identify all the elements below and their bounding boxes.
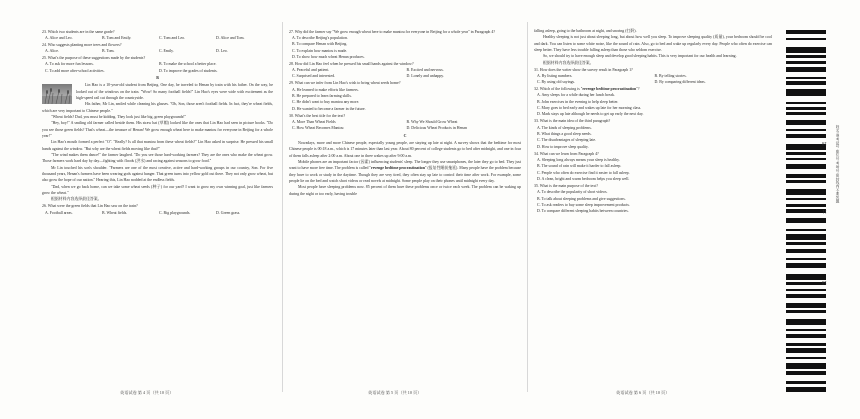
option: C. Mary goes to bed early and wakes up late for her morning class. — [537, 106, 642, 111]
option: A. The kinds of sleeping problems. — [537, 125, 592, 130]
option: A. Sleeping long always means your sleep is healthy. — [537, 157, 620, 162]
barcode-bar — [786, 343, 826, 346]
option: C. By using old sayings. — [537, 80, 576, 85]
barcode-bar — [786, 242, 826, 245]
passage-b-paragraph: "Dad, when we go back home, can we take some wheat seeds (种子) for our yard? I want to grow my own winning goal, just like farmers grow the wheat." — [42, 184, 273, 195]
barcode-bar — [786, 134, 826, 138]
barcode-bar — [786, 129, 826, 131]
option: C. Big playgrounds. — [159, 210, 191, 215]
passage-b-paragraph: "The wind makes them dance!" the farmer laughed. "Do you see those hard-working farmers? They are the ones who make the wheat grow. Those farmers work hard day by day—fighting with floods (洪水) and racing against seasons to grow food." — [42, 153, 273, 164]
passage-b-paragraph: "Hey, boy!" A smiling old farmer called beside them. His straw hat (草帽) looked like the ones that Lin Hao had seen in picture books. "Do you see those green fields? That's wheat—the treasure of Henan! We grow enough wheat here to make mantou for everyone in Beijing for a whole year!" — [42, 121, 273, 139]
option: A. He learned to make efforts like farmers. — [292, 87, 359, 92]
page-4-column — [42, 28, 273, 216]
barcode-bar — [786, 329, 826, 331]
option: C. Emily. — [159, 49, 174, 54]
barcode-bar — [786, 89, 826, 96]
passage-c-paragraph: Healthy sleeping is not just about sleeping long, but about how well you sleep. To improve sleeping quality (质量), your bedroom should be cool and dark. You can listen to some white noise, like the sound of rain. Also, go to bed and wake up regularly every day. People who often do exercise can sleep better. They have less trouble falling asleep than those who seldom exercise. — [534, 35, 772, 52]
option: B. Excited and nervous. — [406, 68, 444, 73]
option: D. How to improve sleep quality. — [537, 144, 589, 149]
option: C. Tom and Leo. — [159, 35, 186, 40]
question-24: 24. Who suggests planting more trees and flowers? — [42, 42, 122, 47]
instruction-text: 根据材料内容选择最佳答案。 — [543, 60, 594, 65]
option: D. Delicious Wheat Products in Henan — [406, 126, 467, 131]
section-heading-c: C — [403, 133, 407, 138]
barcode-bar — [786, 263, 826, 268]
barcode-bar — [786, 67, 826, 72]
barcode-bar — [786, 158, 826, 160]
question-25-options — [42, 61, 273, 74]
option: B. John exercises in the evening to help sleep better. — [537, 99, 619, 104]
option: D. To compare different sleeping habits between countries. — [537, 209, 629, 214]
barcode-bar — [786, 204, 826, 207]
question-30-options — [289, 119, 521, 132]
barcode-bar — [786, 234, 826, 240]
barcode-bar — [786, 387, 826, 392]
question-26: 26. What were the green fields that Lin Hao saw on the train? — [42, 204, 138, 209]
option: A. To describe Beijing's population. — [292, 35, 348, 40]
question-35: 35. What is the main purpose of the text? — [534, 183, 598, 188]
passage-b-paragraph: Mr Lin touched his son's shoulder. "Farmers are one of the most creative, active and hard-working groups in our country, Son. For five thousand years, Henan's farmers have been wearing gods against hunger. That green turns into yellow gold out there. They not only grow wheat, but also grow the hope of our nation." Hearing this, Lin Hao nodded at the endless fields. — [42, 165, 273, 183]
question-25: 25. What's the purpose of these suggestions made by the students? — [42, 56, 146, 61]
barcode-bar — [786, 152, 826, 155]
option: A. More Than Wheat Fields — [292, 119, 336, 124]
barcode-bar — [786, 198, 826, 200]
option: A. By listing numbers. — [537, 73, 573, 78]
question-35-options — [534, 189, 772, 214]
option: A. Alice and Leo. — [45, 35, 73, 40]
highlighted-term: revenge bedtime procrastination — [371, 166, 425, 171]
option: B. Wheat fields. — [102, 210, 128, 215]
barcode-bar — [786, 381, 826, 384]
page-5-column — [289, 28, 521, 197]
barcode-bar — [786, 274, 826, 280]
question-31-options — [534, 73, 772, 86]
option: A. Peaceful and patient. — [292, 68, 330, 73]
page-footer: 英语试卷 第 5 页（共 10 页） — [368, 390, 422, 395]
option: C. How Wheat Becomes Mantou — [292, 126, 344, 131]
passage-c-paragraph: So, we should try to have enough sleep and develop good sleeping habits. This is very important for our health and learning. — [543, 54, 737, 59]
passage-c-paragraph: falling asleep, going to the bathroom at night, and snoring (打鼾). — [534, 29, 637, 33]
barcode-bar — [786, 371, 826, 375]
option: A. Football areas. — [45, 210, 73, 215]
option: D. Alice and Tom. — [216, 35, 245, 40]
instruction-text: 根据材料内容选择最佳答案。 — [51, 197, 102, 202]
barcode-bar — [786, 144, 826, 150]
question-34-options — [534, 157, 772, 182]
page-footer: 英语试卷 第 6 页（共 10 页） — [616, 390, 670, 395]
highlighted-term: revenge bedtime procrastination — [582, 87, 637, 92]
option: C. The disadvantages of sleeping late. — [537, 138, 597, 143]
option: B. To make the school a better place. — [159, 62, 217, 67]
barcode-bar — [786, 81, 826, 85]
question-26-options — [42, 210, 273, 216]
barcode-bar — [786, 334, 826, 338]
option: D. Green grass. — [216, 210, 241, 215]
barcode-bar — [786, 319, 826, 325]
option: C. People who often do exercise find it easier to fall asleep. — [537, 170, 630, 175]
question-27: 27. Why did the farmer say "We grow enough wheat here to make mantou for everyone in Beijing for a whole year" in Paragraph 4? — [289, 29, 496, 34]
passage-c-paragraph: Nowadays, more and more Chinese people, especially young people, are staying up late at night. A survey shows that the bedtime for most Chinese people is 00:18 a.m., which is 17 minutes later than last year. About 80 percent of college students go to bed after midnight, and one in four of them falls asleep after 2:00 a.m. About one in three wakes up after 9:00 a.m. — [289, 140, 521, 158]
barcode-bar — [786, 209, 826, 213]
option: D. He wanted to become a farmer in the future. — [292, 106, 366, 111]
passage-b-text: Lin Hao is a 10-year-old student from Beijing. One day, he traveled to Henan by train with his father. On the way, he looked out of the windows on the train. "Wow! So many football fields!" Lin Hao's eyes were wide with excitement as the high-speed rail cut through the countryside. — [76, 83, 273, 101]
option: A. Amy sleeps for a while during her lunch break. — [537, 93, 615, 98]
question-33: 33. What is the main idea of the third paragraph? — [534, 119, 611, 124]
barcode-bar — [786, 229, 826, 231]
question-23-options — [42, 35, 273, 41]
option: A. To describe the popularity of short videos. — [537, 190, 608, 195]
barcode-bar — [786, 218, 826, 223]
barcode-bar — [786, 30, 826, 34]
sidebar-marker: 18 — [822, 140, 827, 145]
option: D. To show how much wheat Henan produces. — [292, 54, 365, 59]
barcode-bar — [786, 47, 826, 53]
barcode-bar — [786, 249, 826, 253]
barcode-bar — [786, 189, 826, 195]
passage-b-paragraph: "Wheat fields? Dad, you must be kidding. They look just like big, green playgrounds!" — [51, 115, 187, 120]
option: B. Tom and Emily. — [102, 35, 132, 40]
option: C. He didn't want to buy mantou any more. — [292, 100, 360, 105]
question-29: 29. What can we infer from Lin Hao's wish to bring wheat seeds home? — [289, 81, 401, 86]
option: D. A clean, bright and warm bedroom helps you sleep well. — [537, 176, 630, 181]
question-34: 34. What can we learn from Paragraph 4? — [534, 151, 599, 156]
option: A. To ask for more fun lessons. — [45, 62, 94, 67]
option: B. Why We Should Grow Wheat — [406, 119, 458, 124]
barcode-bar — [786, 164, 826, 169]
option: D. Leo. — [216, 49, 228, 54]
seal-line-text: 姓名 准考证号 座位号 考场号 密封线内不要答题 — [836, 125, 840, 203]
barcode-bar — [786, 120, 826, 125]
barcode-bar — [786, 102, 826, 104]
question-28: 28. How did Lin Hao feel when he pressed his small hands against the window? — [289, 61, 414, 66]
barcode-bar — [786, 357, 826, 359]
sidebar-marker: 11 — [822, 207, 827, 213]
option: B. To talk about sleeping problems and give suggestions. — [537, 196, 626, 201]
passage-text: " (报复性睡前拖延). Many people have the problem because they have to work or study in the daytime. Though they are very tired, they often stay up late to control their time after work. For example, some people lie on the bed and watch short videos or read novels at midnight. Some people play on their phones until midnight every day. — [289, 166, 521, 183]
binding-sidebar — [830, 125, 840, 290]
barcode-bar — [786, 310, 826, 313]
page-footer: 英语试卷 第 4 页（共 10 页） — [120, 390, 174, 395]
option: D. Lonely and unhappy. — [406, 74, 444, 79]
page-6-column — [534, 28, 772, 214]
question-32-options — [534, 92, 772, 117]
passage-c-paragraph — [289, 159, 521, 184]
column-divider — [282, 22, 283, 392]
option: A. Alice. — [45, 49, 59, 54]
option: C. To explain how mantou is made. — [292, 48, 348, 53]
option: C. To add more after-school activities. — [45, 68, 105, 73]
barcode-bar — [786, 282, 826, 285]
passage-text: Mobile phones are an important factor (因素) influencing students' sleep. The longer they use smartphones, the later they go to bed. They just want to have more free time. The problem is called " — [289, 159, 521, 171]
barcode-bar — [786, 363, 826, 369]
question-33-options — [534, 125, 772, 150]
barcode-bar — [786, 174, 826, 178]
passage-b-paragraph: His father, Mr Lin, smiled while cleaning his glasses. "Oh, Son, those aren't football fields. In fact, they're wheat fields, which are very important to Chinese people." — [42, 102, 273, 113]
question-29-options — [289, 87, 521, 112]
question-28-options — [289, 67, 521, 80]
option: B. To compare Henan with Beijing. — [292, 42, 348, 47]
barcode-bar — [786, 348, 826, 353]
barcode-strip — [786, 0, 826, 419]
option: B. What things a good sleep needs. — [537, 132, 592, 137]
passage-b-paragraph — [42, 82, 273, 101]
option: C. To ask readers to buy some sleep improvement products. — [537, 202, 630, 207]
barcode-bar — [786, 303, 826, 308]
option: D. Mark stays up late although he needs to get up early the next day. — [537, 112, 644, 117]
barcode-bar — [786, 38, 826, 40]
question-27-options — [289, 35, 521, 60]
barcode-bar — [786, 289, 826, 291]
option: C. Surprised and interested. — [292, 74, 336, 79]
barcode-bar — [786, 258, 826, 260]
question-text: "? — [636, 87, 640, 92]
option: D. To improve the grades of students. — [159, 68, 218, 73]
section-heading-b: B — [156, 76, 159, 81]
barcode-bar — [786, 180, 826, 183]
option: B. He prepared to learn farming skills. — [292, 94, 352, 99]
barcode-bar — [786, 294, 826, 298]
wheat-field-photo-icon — [42, 84, 72, 104]
question-24-options — [42, 48, 273, 54]
option: B. The sound of rain will make it harder to fall asleep. — [537, 164, 622, 169]
option: B. Tom. — [102, 49, 115, 54]
passage-c-paragraph: Most people have sleeping problems now. 85 percent of them have these problems once or twice each week. The problem can be waking up during the night or too early, having trouble — [289, 185, 521, 196]
question-23: 23. Which two students are in the same grade? — [42, 29, 115, 34]
question-text: 32. Which of the following is " — [534, 87, 583, 92]
passage-b-paragraph: Lin Hao's mouth formed a perfect "O". "Really? Is all that mantou from these wheat fields?" Lin Hao asked in surprise. He pressed his small hands against the window. "But why are the wheat fields moving like that?" — [42, 140, 273, 151]
barcode-bar — [786, 112, 826, 115]
question-30: 30. What's the best title for the text? — [289, 113, 346, 118]
barcode-bar — [786, 107, 826, 110]
question-31: 31. How does the writer show the survey result in Paragraph 1? — [534, 67, 633, 72]
column-divider — [527, 22, 528, 392]
barcode-bar — [786, 77, 826, 79]
option: D. By comparing different ideas. — [654, 80, 706, 85]
sidebar-marker: 18 — [822, 279, 827, 284]
barcode-bar — [786, 61, 826, 64]
barcode-bar — [786, 55, 826, 58]
option: B. By telling stories. — [654, 73, 687, 78]
